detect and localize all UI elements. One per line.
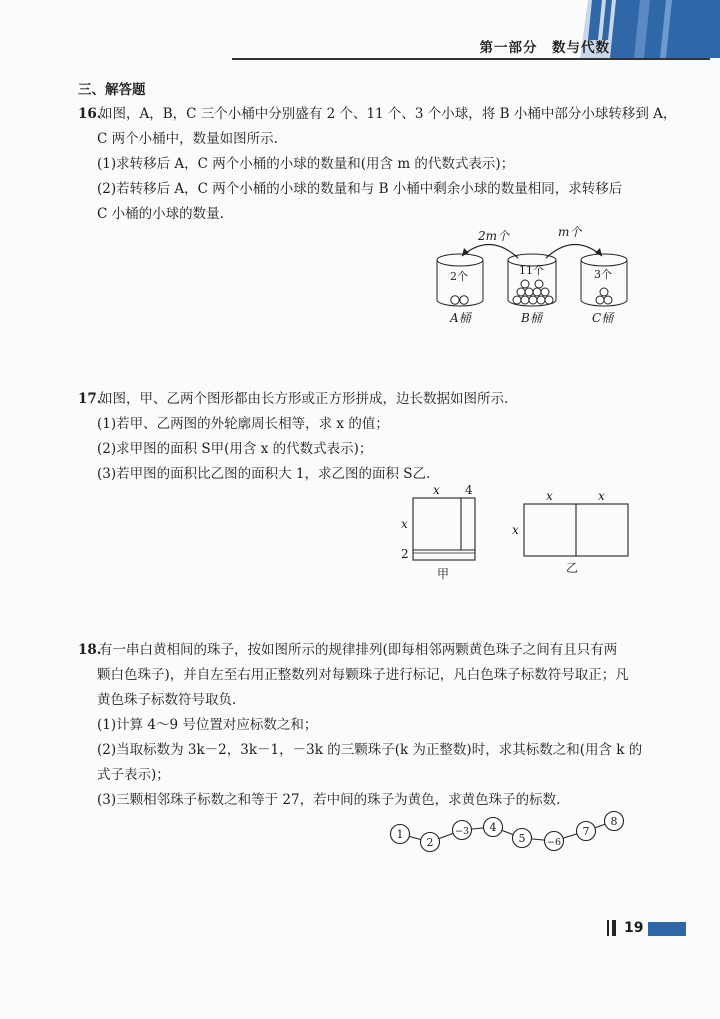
- yi-left-x: x: [512, 523, 519, 537]
- arrow-label-m: m个: [558, 225, 582, 239]
- jia-label: 甲: [437, 567, 450, 581]
- q17-part1: (1)若甲、乙两图的外轮廓周长相等，求 x 的值；: [97, 416, 389, 432]
- bead-label: 8: [610, 815, 618, 828]
- header-rule: [232, 58, 710, 60]
- bead-5: [513, 829, 532, 848]
- q17-part3: (3)若甲图的面积比乙图的面积大 1，求乙图的面积 S乙.: [97, 466, 431, 482]
- q16-number: 16.: [78, 106, 102, 122]
- jia-left-x: x: [401, 517, 408, 531]
- page-number-mark: [612, 920, 616, 936]
- bucket-a: [437, 254, 483, 306]
- q18-part2b: 式子表示)；: [97, 767, 170, 783]
- yi-top-x2: x: [598, 489, 605, 503]
- page-number-mark: [607, 920, 609, 936]
- jia-top-4: 4: [465, 483, 473, 497]
- bead-label: 2: [426, 836, 434, 849]
- bead-2: [421, 833, 440, 852]
- yi-top-x1: x: [546, 489, 553, 503]
- section-heading: 三、解答题: [78, 82, 146, 98]
- page-number-bar: [648, 922, 686, 936]
- bucket-b-label: B桶: [521, 311, 542, 325]
- bead-7: [577, 822, 596, 841]
- bead-label: 5: [518, 832, 526, 845]
- page-number: 19: [624, 920, 644, 936]
- bead-1: [391, 825, 410, 844]
- q18-part3: (3)三颗相邻珠子标数之和等于 27，若中间的珠子为黄色，求黄色珠子的标数.: [97, 792, 561, 808]
- q16-part2a: (2)若转移后 A，C 两个小桶的小球的数量和与 B 小桶中剩余小球的数量相同，求转移后: [97, 181, 623, 197]
- q17-part2: (2)求甲图的面积 S甲(用含 x 的代数式表示)；: [97, 441, 373, 457]
- bead-label: −3: [454, 826, 470, 837]
- bead-label: 4: [489, 821, 497, 834]
- q18-part1: (1)计算 4～9 号位置对应标数之和；: [97, 717, 318, 733]
- bucket-c-count: 3个: [594, 268, 612, 281]
- bead-4: [484, 818, 503, 837]
- q17-number: 17.: [78, 391, 102, 407]
- q16-part2b: C 小桶的小球的数量.: [97, 206, 224, 222]
- q16-line1: 如图，A，B，C 三个小桶中分别盛有 2 个、11 个、3 个小球，将 B 小桶中部分小球转移到 A，: [99, 106, 677, 122]
- bead-label: 7: [582, 825, 590, 838]
- q16-line2: C 两个小桶中，数量如图所示.: [97, 131, 278, 147]
- bucket-c: [581, 254, 627, 306]
- jia-left-2: 2: [401, 547, 409, 561]
- q17-yi-figure: [508, 486, 638, 576]
- q17-line1: 如图，甲、乙两个图形都由长方形或正方形拼成，边长数据如图所示.: [99, 391, 509, 407]
- bead-label: −6: [546, 837, 562, 848]
- arrow-label-2m: 2m个: [478, 229, 510, 243]
- yi-label: 乙: [566, 561, 579, 575]
- q18-part2a: (2)当取标数为 3k－2，3k－1，－3k 的三颗珠子(k 为正整数)时，求其标数之和(用含 k 的: [97, 742, 643, 758]
- q18-line3: 黄色珠子标数符号取负.: [97, 692, 237, 708]
- q18-line2: 颗白色珠子)，并自左至右用正整数列对每颗珠子进行标记，凡白色珠子标数符号取正；凡: [97, 667, 629, 683]
- q18-bead-chain: [380, 808, 630, 858]
- bead-3: [453, 821, 472, 840]
- bucket-a-count: 2个: [450, 270, 468, 283]
- bucket-b-count: 11个: [519, 264, 544, 277]
- bucket-b: [508, 254, 556, 306]
- q18-line1: 有一串白黄相间的珠子，按如图所示的规律排列(即每相邻两颗黄色珠子之间有且只有两: [99, 642, 618, 658]
- bucket-a-label: A桶: [450, 311, 471, 325]
- q18-number: 18.: [78, 642, 102, 658]
- q16-bucket-figure: [420, 222, 640, 332]
- bead-label: 1: [396, 828, 404, 841]
- bucket-c-label: C桶: [592, 311, 614, 325]
- jia-top-x: x: [433, 483, 440, 497]
- header-title: 第一部分 数与代数: [479, 40, 610, 56]
- q17-jia-figure: [395, 482, 495, 582]
- bead-8: [605, 812, 624, 831]
- q16-part1: (1)求转移后 A，C 两个小桶的小球的数量和(用含 m 的代数式表示)；: [97, 156, 515, 172]
- bead-6: [545, 832, 564, 851]
